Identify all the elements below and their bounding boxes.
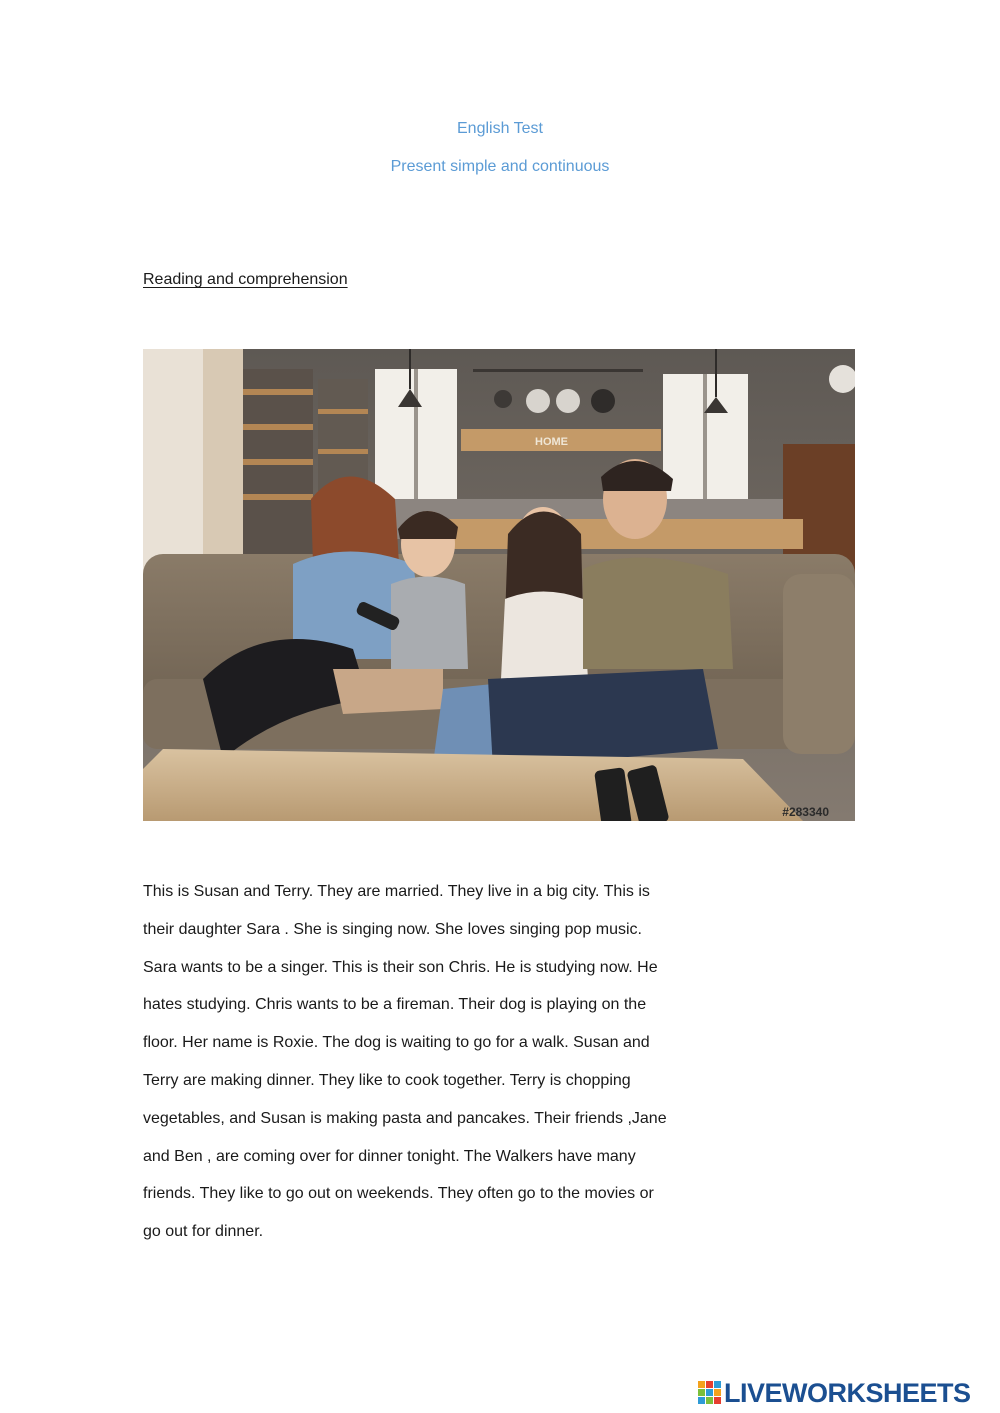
passage-line: vegetables, and Susan is making pasta and pancakes. Their friends ,Jane	[143, 1109, 667, 1127]
liveworksheets-logo-icon	[698, 1381, 722, 1405]
section-heading: Reading and comprehension	[143, 271, 348, 288]
passage-line: Terry are making dinner. They like to cook together. Terry is chopping	[143, 1071, 631, 1089]
page-title: English Test	[457, 120, 543, 137]
passage-line: floor. Her name is Roxie. The dog is waiting to go for a walk. Susan and	[143, 1034, 650, 1052]
brand-name: LIVEWORKSHEETS	[724, 1377, 971, 1408]
passage-line: This is Susan and Terry. They are married. They live in a big city. This is	[143, 883, 650, 900]
family-photo	[143, 349, 855, 821]
family-photo-illustration	[143, 349, 855, 821]
passage-line: Sara wants to be a singer. This is their son Chris. He is studying now. He	[143, 958, 658, 976]
page-subtitle: Present simple and continuous	[390, 158, 610, 175]
passage-line: hates studying. Chris wants to be a fireman. Their dog is playing on the	[143, 996, 647, 1014]
photo-id-label: #283340	[782, 805, 829, 819]
passage-line: their daughter Sara . She is singing now. She loves singing pop music.	[143, 920, 642, 938]
passage-line: and Ben , are coming over for dinner tonight. The Walkers have many	[143, 1147, 636, 1165]
kitchen-sign: HOME	[535, 436, 568, 448]
passage-line: friends. They like to go out on weekends. They often go to the movies or	[143, 1185, 654, 1203]
reading-passage	[143, 873, 703, 1251]
liveworksheets-logo	[698, 1378, 971, 1408]
passage-line: go out for dinner.	[143, 1223, 264, 1241]
